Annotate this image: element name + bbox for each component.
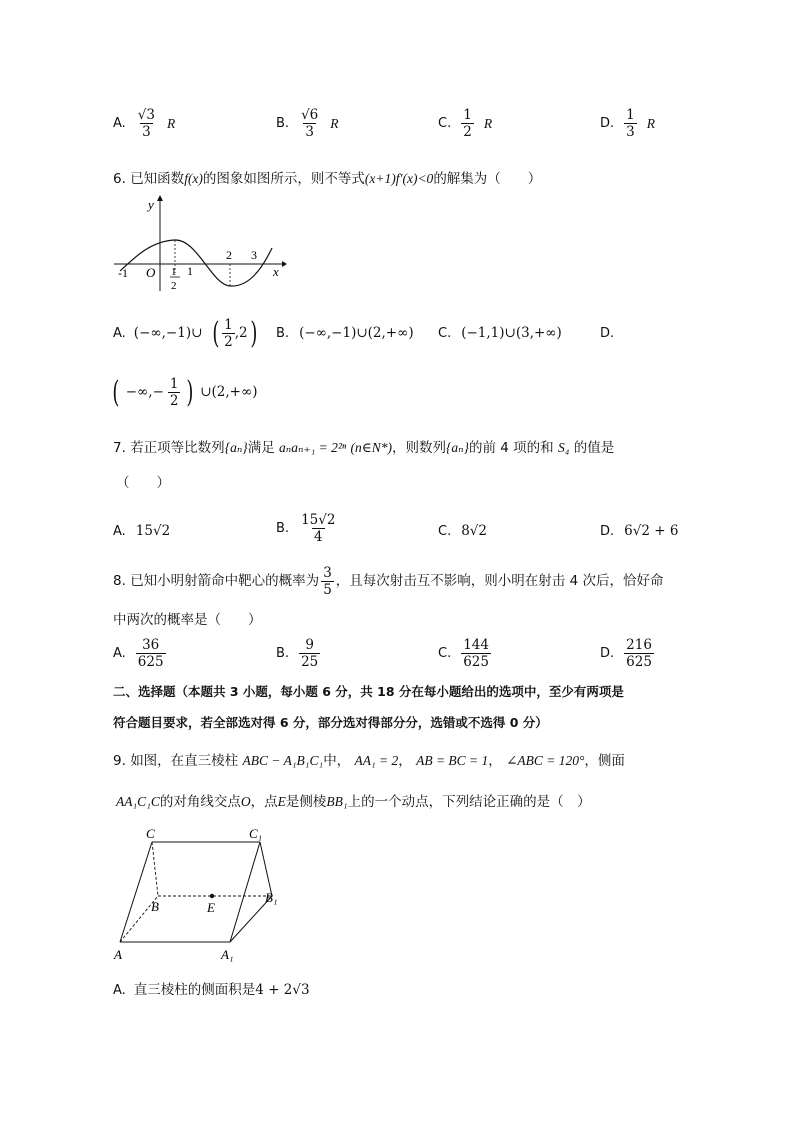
q8-option-c: C. $\frac{144}{625}$	[438, 637, 489, 671]
q5-option-a: A. $\frac{√3}{3}$ R	[113, 107, 176, 141]
q6-stem: 6. 已知函数f(x)的图象如图所示，则不等式(x+1)f′(x)<0的解集为（ ）	[113, 171, 542, 187]
q5-option-d: D. $\frac{1}{3}$ R	[600, 107, 655, 141]
q7-blank: （ ）	[116, 475, 170, 491]
q7-option-b: B. $\frac{15√2}{4}$	[276, 512, 336, 546]
q5-option-c: C. $\frac{1}{2}$ R	[438, 107, 493, 141]
label-a1: A₁	[221, 947, 234, 962]
q6-option-c: C. (−1,1)∪(3,+∞)	[438, 325, 562, 342]
y-axis-arrow-icon	[157, 195, 163, 201]
q8-option-d: D. $\frac{216}{625}$	[600, 637, 652, 671]
x-axis-label: x	[273, 264, 279, 279]
tick-half-den: 2	[171, 280, 177, 292]
tick-half-num: 1	[171, 266, 177, 278]
q9-option-a: A. 直三棱柱的侧面积是4 + 2√3	[113, 982, 310, 999]
q7-stem: 7. 若正项等比数列{aₙ}满足 aₙaₙ₊₁ = 2²ⁿ (n∈N*)，则数列{aₙ}的前 4 项的和 S₄ 的值是	[113, 440, 615, 456]
q9-prism-figure	[108, 822, 293, 967]
q7-option-d: D. 6√2 + 6	[600, 523, 679, 540]
x-axis-arrow-icon	[282, 261, 287, 267]
tick-1: 1	[187, 264, 193, 278]
tick-neg1: -1	[118, 266, 128, 280]
function-curve	[120, 240, 272, 286]
q7-option-a: A. 15√2	[113, 523, 171, 540]
point-e	[210, 894, 214, 898]
q7-option-c: C. 8√2	[438, 523, 487, 540]
edge-c1-a1	[230, 842, 260, 942]
q8-stem: 8. 已知小明射箭命中靶心的概率为 $\frac{3}{5}$ ，且每次射击互不影响，则小明在射击 4 次后，恰好命	[113, 565, 664, 599]
q8-option-a: A. $\frac{36}{625}$	[113, 637, 164, 671]
label-c: C	[146, 826, 155, 841]
edge-c-b-hidden	[152, 842, 158, 896]
label-b1: B₁	[265, 890, 278, 905]
q6-function-graph	[112, 193, 287, 293]
q6-option-d-label: D.	[600, 326, 615, 341]
label-a: A	[114, 947, 122, 962]
section-2-heading-cont: 符合题目要求，若全部选对得 6 分，部分选对得部分分，选错或不选得 0 分）	[113, 715, 548, 730]
q5-option-b: B. $\frac{√6}{3}$ R	[276, 107, 339, 141]
edge-c-a	[120, 842, 152, 942]
label-c1: C₁	[249, 826, 263, 841]
q6-option-b: B. (−∞,−1)∪(2,+∞)	[276, 325, 414, 342]
tick-2: 2	[226, 248, 232, 262]
edge-c1-b1	[260, 842, 272, 896]
section-2-heading: 二、选择题（本题共 3 小题，每小题 6 分，共 18 分在每小题给出的选项中，至少有两项是	[113, 684, 624, 699]
q8-option-b: B. $\frac{9}{25}$	[276, 637, 319, 671]
origin-label: O	[146, 265, 156, 280]
label-b: B	[151, 899, 159, 914]
tick-3: 3	[251, 248, 257, 262]
q6-option-a: A. (−∞,−1)∪ ( $\frac{1}{2}$ ,2 )	[113, 315, 257, 351]
q9-stem: 9. 如图，在直三棱柱 ABC − A₁B₁C₁中， AA₁ = 2， AB = BC = 1， ∠ABC = 120°，侧面	[113, 753, 625, 769]
label-e: E	[207, 900, 215, 915]
q8-stem-cont: 中两次的概率是（ ）	[113, 612, 262, 628]
q6-option-d: ( −∞,− $\frac{1}{2}$ ) ∪(2,+∞)	[112, 374, 258, 410]
q9-stem-cont: AA₁C₁C的对角线交点O，点E是侧棱BB₁上的一个动点，下列结论正确的是（ ）	[116, 794, 591, 810]
y-axis-label: y	[148, 197, 154, 212]
